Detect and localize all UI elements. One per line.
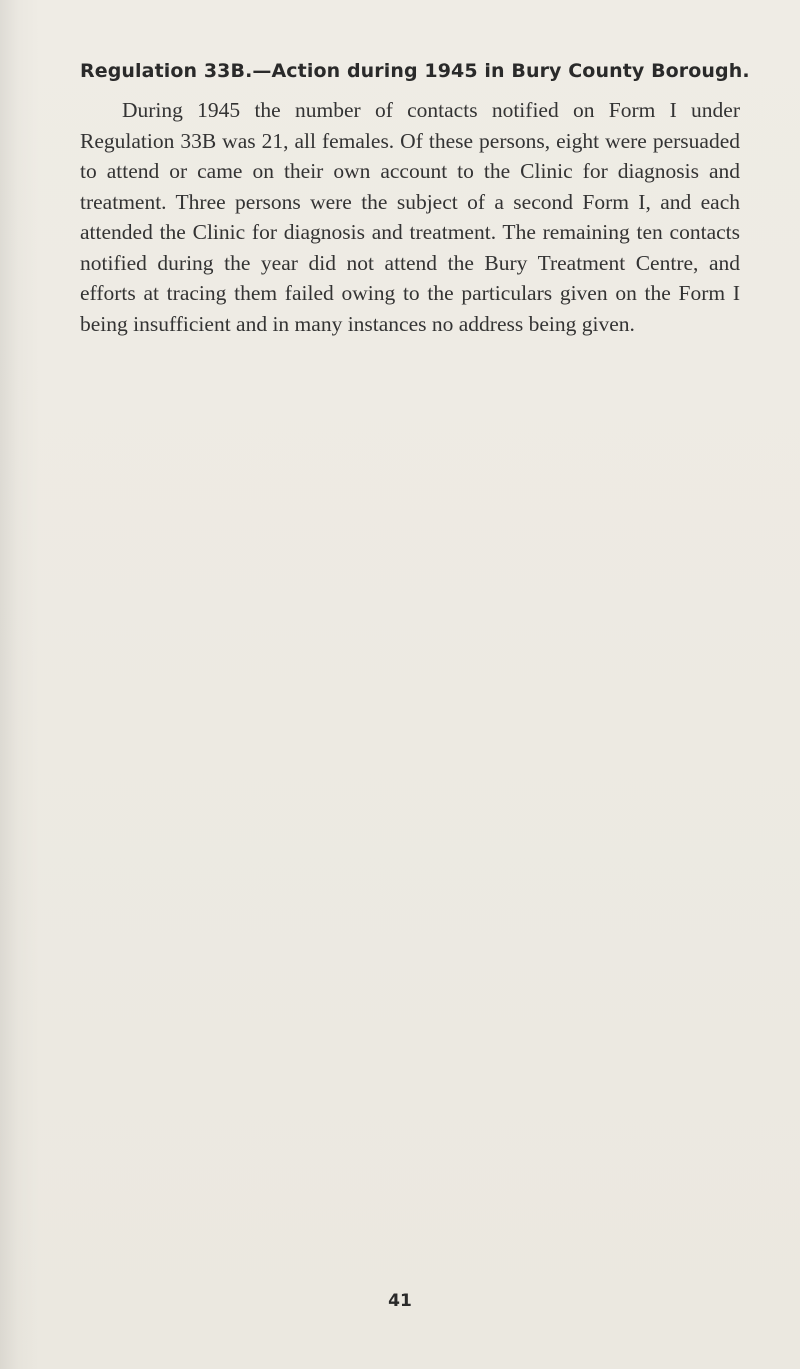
body-paragraph: During 1945 the number of contacts notified on Form I under Regulation 33B was 21, all females. Of these persons, eight were persuaded to attend or came on their own account to the Clinic for diagnosis and treatment. Three persons were the subject of a second Form I, and each attended the Clinic for diagnosis and treatment. The remaining ten contacts notified during the year did not attend the Bury Treatment Centre, and efforts at tracing them failed owing to the particulars given on the Form I being insufficient and in many instances no address being given. — [80, 98, 740, 336]
section-heading: Regulation 33B.—Action during 1945 in Bury County Borough. — [80, 60, 750, 82]
page-number: 41 — [388, 1291, 412, 1311]
